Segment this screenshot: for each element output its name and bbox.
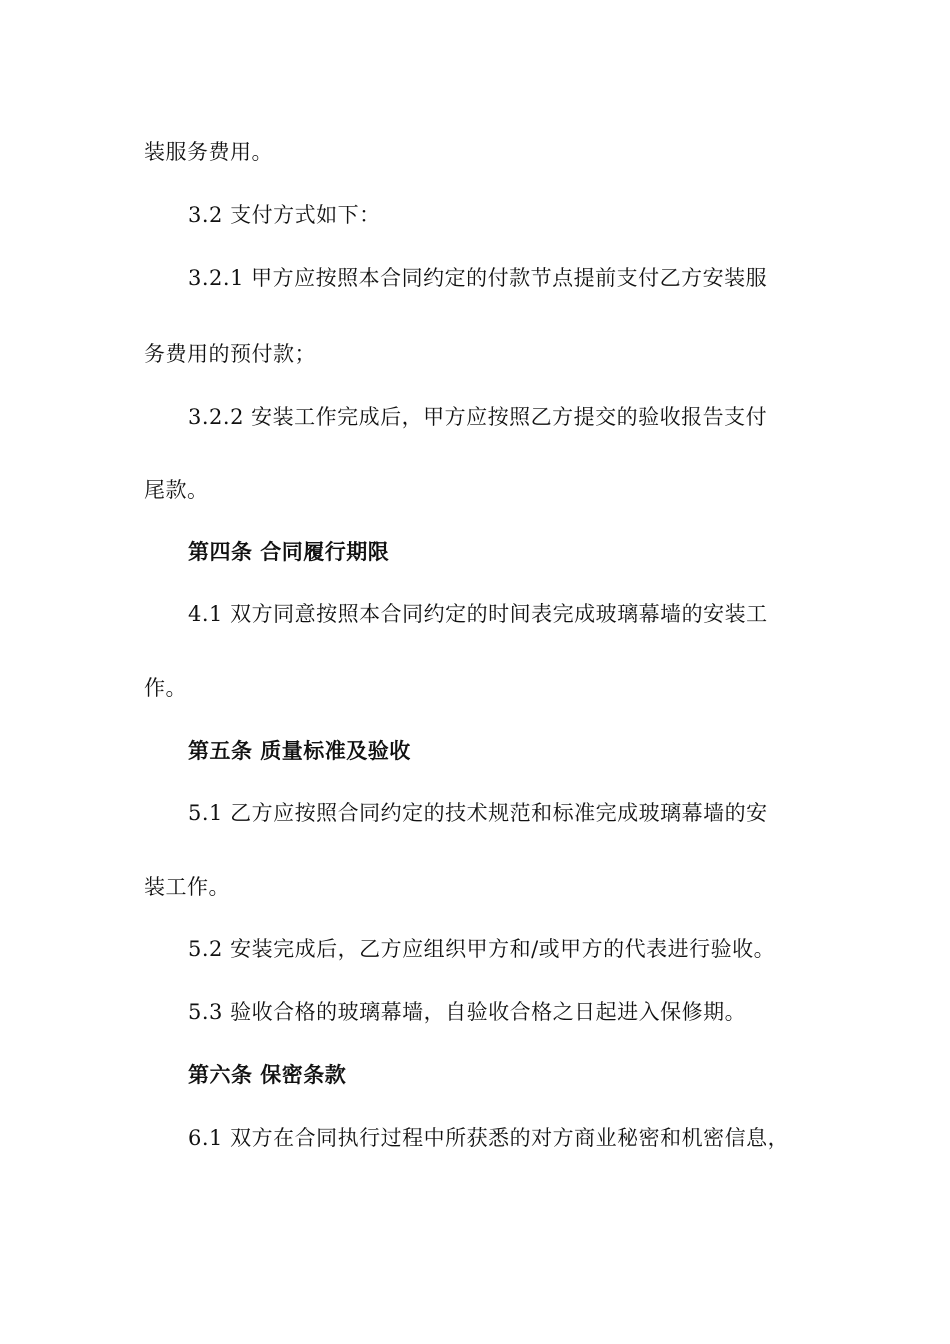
section-heading: 第六条 保密条款 — [188, 1063, 347, 1087]
text-line: 4.1 双方同意按照本合同约定的时间表完成玻璃幕墙的安装工 — [188, 602, 768, 626]
text-line: 尾款。 — [144, 478, 209, 502]
text-line: 5.1 乙方应按照合同约定的技术规范和标准完成玻璃幕墙的安 — [188, 801, 768, 825]
text-line: 装服务费用。 — [144, 140, 273, 164]
text-line: 务费用的预付款； — [144, 342, 316, 366]
section-heading: 第四条 合同履行期限 — [188, 540, 390, 564]
text-line: 装工作。 — [144, 875, 230, 899]
text-line: 作。 — [144, 676, 187, 700]
text-line: 3.2.1 甲方应按照本合同约定的付款节点提前支付乙方安装服 — [188, 266, 768, 290]
section-heading: 第五条 质量标准及验收 — [188, 739, 411, 763]
text-line: 5.2 安装完成后，乙方应组织甲方和/或甲方的代表进行验收。 — [188, 937, 776, 961]
text-line: 5.3 验收合格的玻璃幕墙，自验收合格之日起进入保修期。 — [188, 1000, 747, 1024]
text-line: 3.2.2 安装工作完成后，甲方应按照乙方提交的验收报告支付 — [188, 405, 768, 429]
text-line: 3.2 支付方式如下： — [188, 203, 381, 227]
text-line: 6.1 双方在合同执行过程中所获悉的对方商业秘密和机密信息， — [188, 1126, 790, 1150]
